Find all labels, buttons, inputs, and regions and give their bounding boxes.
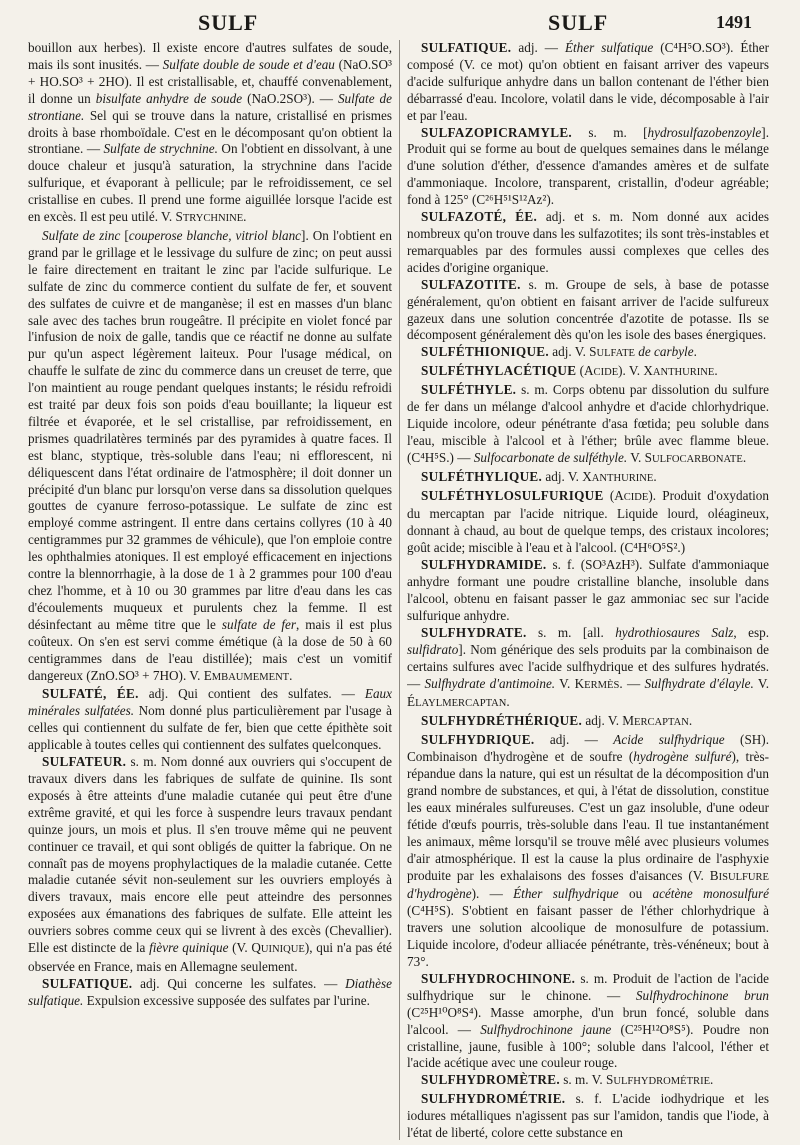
right-column	[407, 40, 769, 1140]
body-text: V. K	[555, 675, 585, 691]
entry-headword: SULFATÉ, ÉE.	[42, 686, 139, 702]
body-text: s. m. [	[572, 124, 648, 140]
body-text: adj. V. S	[548, 344, 597, 360]
italic-text: hydrothiosaures Salz	[615, 624, 734, 640]
body-text: Sel qui se trouve dans la nature, cristallisé en prismes droits à base rhomboïdale. C'est en le décomposant qu'on obtient la strontiane. —	[28, 107, 392, 157]
dictionary-entry	[407, 971, 769, 1072]
entry-headword: SULFHYDROMÈTRE.	[421, 1072, 560, 1088]
small-caps-text: ERMÈS	[584, 679, 620, 691]
entry-headword: SULFÉTHYLIQUE.	[421, 468, 543, 484]
italic-text: Sulfocarbonate de sulféthyle.	[473, 449, 628, 465]
dictionary-entry	[407, 469, 769, 488]
entry-headword: SULFHYDRÉTHÉRIQUE.	[421, 713, 583, 729]
body-text: s. m. Produit de l'action de l'acide sulfhydrique sur le chinone. —	[407, 970, 769, 1003]
body-text: bouillon aux herbes). Il existe encore d'autres sulfates de soude, mais ils sont inusités. —	[28, 40, 392, 72]
italic-text: bisulfate anhydre de soude	[95, 90, 243, 106]
entry-headword: SULFAZOTÉ, ÉE.	[421, 209, 538, 225]
italic-text: Sulfhydrate d'élayle.	[644, 675, 754, 691]
dictionary-entry	[407, 382, 769, 469]
body-text: .	[688, 713, 693, 729]
entry-headword: SULFHYDRATE.	[421, 624, 527, 640]
dictionary-entry	[407, 209, 769, 277]
italic-text: Sulfhydrate d'antimoine.	[424, 675, 556, 691]
body-text: On l'obtient en dissolvant, à une douce chaleur et jusqu'à saturation, la strychnine dans l'acide sulfurique, et évaporant à pellicule; par le refroidissement, ce sel cristallise en cubes. Il prend une forme aiguillée lorsque l'acide est en excès. Il est peu utilé. V. S	[28, 141, 392, 225]
small-caps-text: LAYLMERCAPTAN	[415, 698, 507, 710]
body-text: s. f. L'acide iodhydrique et les iodures métalliques n'agissent pas sur l'amidon, tandis que l'iode, à l'état de liberté, colore cette substance en	[407, 1091, 769, 1140]
page-number: 1491	[716, 12, 752, 32]
entry-headword: SULFÉTHIONIQUE.	[421, 344, 549, 360]
body-text: ). —	[471, 886, 514, 902]
small-caps-text: ULFATE	[596, 348, 635, 360]
dictionary-entry	[407, 557, 769, 625]
small-caps-text: ULFOCARBONATE	[651, 453, 743, 465]
dictionary-entry	[407, 732, 769, 971]
entry-headword: SULFÉTHYLACÉTIQUE	[421, 363, 577, 379]
small-caps-text: ANTHURINE	[652, 367, 715, 379]
entry-headword: SULFÉTHYLE.	[421, 382, 517, 398]
body-text: (A	[603, 487, 624, 503]
entry-headword: SULFHYDROCHINONE.	[421, 970, 576, 986]
body-text: ), très-répandue dans la nature, qui est un résultat de la décomposition d'un grand nombre de substances, et qui, à l'état de dissolution, constitue les eaux minérales sulfureuses. C'est un gaz insoluble, d'une odeur fétide d'œufs pourris, très-soluble dans l'eau. Il tue instantanément les animaux, même lorsqu'il se trouve mêlé avec plusieurs volumes d'air atmosphérique. Il est la cause la plus ordinaire de l'asphyxie produite par les exhalaisons des fosses d'aisances (V. B	[407, 749, 769, 883]
body-text: (SH). Combinaison d'hydrogène et de soufre (	[407, 732, 769, 765]
italic-text: Eaux minérales sulfatées.	[28, 686, 392, 719]
entry-headword: SULFHYDRIQUE.	[421, 732, 535, 748]
body-text: ]. Nom générique des sels produits par la combinaison de certains sulfures avec l'acide sulfhydrique et des sulfures hydratés. —	[407, 641, 769, 691]
body-text: ). Produit d'oxydation du mercaptan par l'acide nitrique. Liquide lourd, oléagineux, donnant à chaud, au bout de quelque temps, des cristaux incolores; goût acide; miscible à l'eau et à l'alcool. (C⁴H⁶O⁵S².)	[407, 487, 769, 556]
body-text: (C⁴H⁵O.SO³). Éther composé (V. ce mot) qu'on obtient en faisant arriver des vapeurs d'acide sulfurique anhydre dans un ballon contenant de l'éther bien débarrassé d'eau. Incolore, volatil dans le vide, décomposable à l'air et par l'eau.	[407, 40, 769, 123]
entry-headword: SULFATIQUE.	[42, 975, 133, 991]
small-caps-text: ISULFURE	[718, 871, 769, 883]
body-text: Nom donné plus particulièrement par l'usage à celles qui contiennent du sulfate de fer, bien que cette épithète soit applicable à toutes celles qui contiennent des sulfates quelconques.	[28, 703, 392, 753]
page-header	[0, 0, 800, 44]
italic-text: Sulfhydrochinone jaune	[480, 1021, 612, 1037]
body-text: ). V. X	[618, 363, 653, 379]
dictionary-entry	[28, 228, 392, 686]
left-running-head: SULF	[198, 10, 259, 35]
body-text: (NaO.2SO³). —	[242, 90, 338, 106]
italic-text: couperose blanche, vitriol blanc	[128, 227, 302, 243]
italic-text: d'hydrogène	[407, 886, 472, 902]
dictionary-entry	[407, 125, 769, 210]
body-text: V. S	[627, 449, 652, 465]
body-text: ou	[618, 886, 653, 902]
dictionary-entry	[407, 488, 769, 558]
italic-text: hydrogène sulfuré	[633, 749, 732, 765]
body-text: V. É	[407, 675, 769, 710]
small-caps-text: TRYCHNINE	[182, 213, 244, 225]
italic-text: hydrosulfazobenzoyle	[647, 124, 762, 140]
italic-text: Acide sulfhydrique	[613, 732, 725, 748]
body-text: ]. Produit qui se forme au bout de quelques semaines dans le mélange d'une solution d'éther, d'essence d'amandes amères et de sulfate d'ammoniaque. Incolore, transparent, cristallin, d'odeur agréable; fond à 125° (C²⁶H⁵¹S¹²Az²).	[407, 124, 769, 208]
body-text: adj. —	[511, 40, 565, 55]
body-text: adj. —	[534, 732, 614, 748]
dictionary-entry	[28, 40, 392, 228]
body-text: .	[653, 468, 657, 484]
body-text: s. m. V. S	[559, 1072, 614, 1088]
italic-text: Sulfate de zinc	[42, 227, 121, 243]
dictionary-entry	[407, 713, 769, 732]
body-text: adj. V. M	[582, 713, 635, 729]
dictionary-entry	[407, 277, 769, 345]
body-text: .	[693, 344, 697, 360]
body-text: s. m. [all.	[526, 624, 616, 640]
dictionary-entry	[407, 625, 769, 714]
body-text: Expulsion excessive supposée des sulfates par l'urine.	[83, 992, 370, 1008]
italic-text: sulfate de fer	[221, 616, 297, 632]
entry-headword: SULFAZOPICRAMYLE.	[421, 124, 573, 140]
left-column	[28, 40, 392, 1140]
body-text: .	[742, 449, 747, 465]
body-text: (C²⁵H¹²O⁸S⁵). Poudre non cristalline, jaune, fusible à 100°; soluble dans l'alcool, l'éther et l'acide acétique avec une couleur rouge.	[407, 1021, 769, 1071]
right-running-head: SULF	[548, 10, 609, 35]
italic-text: sulfidrato	[407, 641, 459, 657]
dictionary-entry	[407, 40, 769, 125]
italic-text: Diathèse sulfatique.	[28, 975, 392, 1008]
italic-text: Sulfhydrochinone brun	[635, 987, 769, 1003]
italic-text: acétène monosulfuré	[652, 886, 769, 902]
italic-text: Sulfate de strychnine.	[103, 141, 218, 157]
italic-text: Éther sulfatique	[564, 40, 654, 55]
body-text: s. m. Corps obtenu par dissolution du sulfure de fer dans un mélange d'alcool anhydre et d'acide chlorhydrique. Liquide incolore, odeur pénétrante d'asa fœtida; peu soluble dans l'eau, miscible à l'alcool et à l'éther; brûle avec flamme bleue. (C⁴H⁵S.) —	[407, 382, 769, 465]
body-text: (A	[576, 363, 594, 379]
body-text: .	[289, 667, 293, 683]
small-caps-text: MBAUMEMENT	[211, 671, 290, 683]
body-text: s. m. Groupe de sels, à base de potasse généralement, qu'on obtient en faisant arriver de l'acide sulfureux gazeux dans une solution concentrée d'azotite de potasse. Ils se décomposent généralement dès qu'on les isole des bases énergiques.	[407, 276, 769, 343]
italic-text: fièvre quinique	[149, 940, 229, 956]
italic-text: Sulfate de strontiane.	[28, 90, 392, 123]
body-text: (NaO.SO³ + HO.SO³ + 2HO). Il est cristallisable, et, chauffé convenablement, il donne un	[28, 56, 392, 106]
italic-text: Éther sulfhydrique	[513, 886, 619, 902]
entry-headword: SULFÉTHYLOSULFURIQUE	[421, 487, 604, 503]
body-text: (C²⁵H¹⁰O⁸S⁴). Masse amorphe, d'un brun foncé, soluble dans l'alcool. —	[407, 1004, 769, 1037]
entry-headword: SULFHYDROMÉTRIE.	[421, 1091, 566, 1107]
body-text: .	[506, 694, 510, 710]
body-text: adj. Qui concerne les sulfates. —	[132, 975, 346, 991]
body-text: .	[243, 209, 247, 225]
dictionary-entry	[407, 344, 769, 363]
body-text: s. m. Nom donné aux ouvriers qui s'occupent de travaux divers dans les fabriques de sulfate de quinine. Ils sont exposés à être atteints d'une maladie cutanée qui peut être d'une extrême gravité, et qui les force à suspendre leurs travaux pendant quinze jours, un mois et plus. Il s'en trouve même qui ne peuvent continuer ce travail, et qui sont obligés de quitter la fabrique. On ne connaît pas de moyens prophylactiques de la maladie cutanée. Cette maladie cutanée sévit non-seulement sur les ouvriers employés à divers travaux, mais encore elle peut atteindre des personnes exposées aux émanations des fabriques de sulfate. Elle atteint les ouvriers sobres comme ceux qui se livrent à des excès (Chevallier). Elle est distincte de la	[28, 754, 392, 956]
column-divider	[399, 40, 400, 1140]
dictionary-entry	[28, 754, 392, 976]
dictionary-entry	[407, 1091, 769, 1140]
body-text: (V. Q	[228, 940, 261, 956]
entry-headword: SULFAZOTITE.	[421, 276, 521, 292]
entry-headword: SULFATEUR.	[42, 754, 127, 770]
body-text: (C⁴H⁵S). S'obtient en faisant passer de l'éther chlorhydrique à travers une solution alcoolique de monosulfure de potassium. Liquide incolore, d'odeur alliacée pénétrante, très-vénéneux; bout à 73°.	[407, 903, 769, 970]
body-text: [	[120, 227, 129, 243]
italic-text: de carbyle	[638, 344, 694, 360]
body-text: adj. V. X	[542, 468, 592, 484]
body-text: s. f. (SO³AzH³). Sulfate d'ammoniaque anhydre formant une poudre cristalline blanche, insoluble dans l'alcool, obtenu en faisant passer le gaz ammoniac sec sur l'acide sulfurique anhydre.	[407, 557, 769, 623]
entry-headword: SULFHYDRAMIDE.	[421, 557, 547, 573]
entry-headword: SULFATIQUE.	[421, 40, 512, 55]
body-text: , esp.	[733, 624, 769, 640]
small-caps-text: CIDE	[593, 367, 619, 379]
dictionary-entry	[407, 363, 769, 382]
body-text: adj. et s. m. Nom donné aux acides nombreux qu'on trouve dans les sulfazotites; ils sont très-instables et remarquables par des formules aussi complexes que celles des acides d'origine organique.	[407, 209, 769, 275]
body-text: ]. On l'obtient en grand par le grillage et le lessivage du sulfure de zinc; on peut aussi le faire directement en traitant le zinc par l'acide sulfurique. Le sulfate de zinc du commerce contient du sulfate de fer, et souvent des sulfates de cuivre et de manganèse; il est en masses d'un blanc sale avec des taches brun rougeâtre. Il précipite en violet foncé par l'infusion de noix de galle, tandis que ce réactif ne donne au sulfate pur qu'un aspect légèrement laiteux. Pour l'usage médical, on chauffe le sulfate de zinc du commerce dans un creuset de terre, que l'on maintient au rouge pendant quelques instants; le résidu refroidi est traité par deux fois son poids d'eau bouillante; la liqueur est filtrée et évaporée, et le sel cristallise, par refroidissement, en prismes quadrilatères terminés par des pyramides à quatre faces. Il est blanc, styptique, très-soluble dans l'eau; ni efflorescent, ni déliquescent dans l'état ordinaire de l'atmosphère; il doit donner un précipité d'un blanc pur lorsqu'on verse dans sa dissolution quelques gouttes de cyanure ferroso-potassique. Le sulfate de zinc est employé comme astringent. Il entre dans certains collyres (10 à 40 centigrammes pur 32 grammes de véhicule), que l'on emploie contre les ophthalmies atoniques. Il est employé efficacement en injections contre la blennorrhagie, à la dose de 1 à 2 grammes pour 100 d'eau chez l'homme, et à 10 ou 30 grammes par litre d'eau dans les cas d'écoulements muqueux et purulents chez la femme. Il est désinfectant au même titre que le	[28, 227, 392, 632]
body-text: , mais il est plus coûteux. On s'en est servi comme émétique (à la dose de 50 à 60 centigrammes dans de l'eau distillée); mais c'est un vomitif dangereux (ZnO.SO³ + 7HO). V. E	[28, 616, 392, 683]
body-text: ), qui n'a pas été observée en France, mais en Allemagne seulement.	[28, 940, 392, 974]
body-text: .	[714, 363, 718, 379]
dictionary-entry	[28, 686, 392, 754]
dictionary-entry	[407, 1072, 769, 1091]
body-text: .	[710, 1072, 714, 1088]
small-caps-text: ANTHURINE	[591, 472, 654, 484]
small-caps-text: ULFHYDROMÉTRIE	[613, 1076, 711, 1088]
italic-text: Sulfate double de soude et d'eau	[162, 56, 335, 72]
body-text: . —	[619, 675, 645, 691]
body-text: adj. Qui contient des sulfates. —	[138, 686, 365, 702]
small-caps-text: CIDE	[623, 491, 649, 503]
dictionary-entry	[28, 976, 392, 1010]
small-caps-text: ERCAPTAN	[634, 717, 689, 729]
small-caps-text: UINIQUE	[260, 944, 305, 956]
